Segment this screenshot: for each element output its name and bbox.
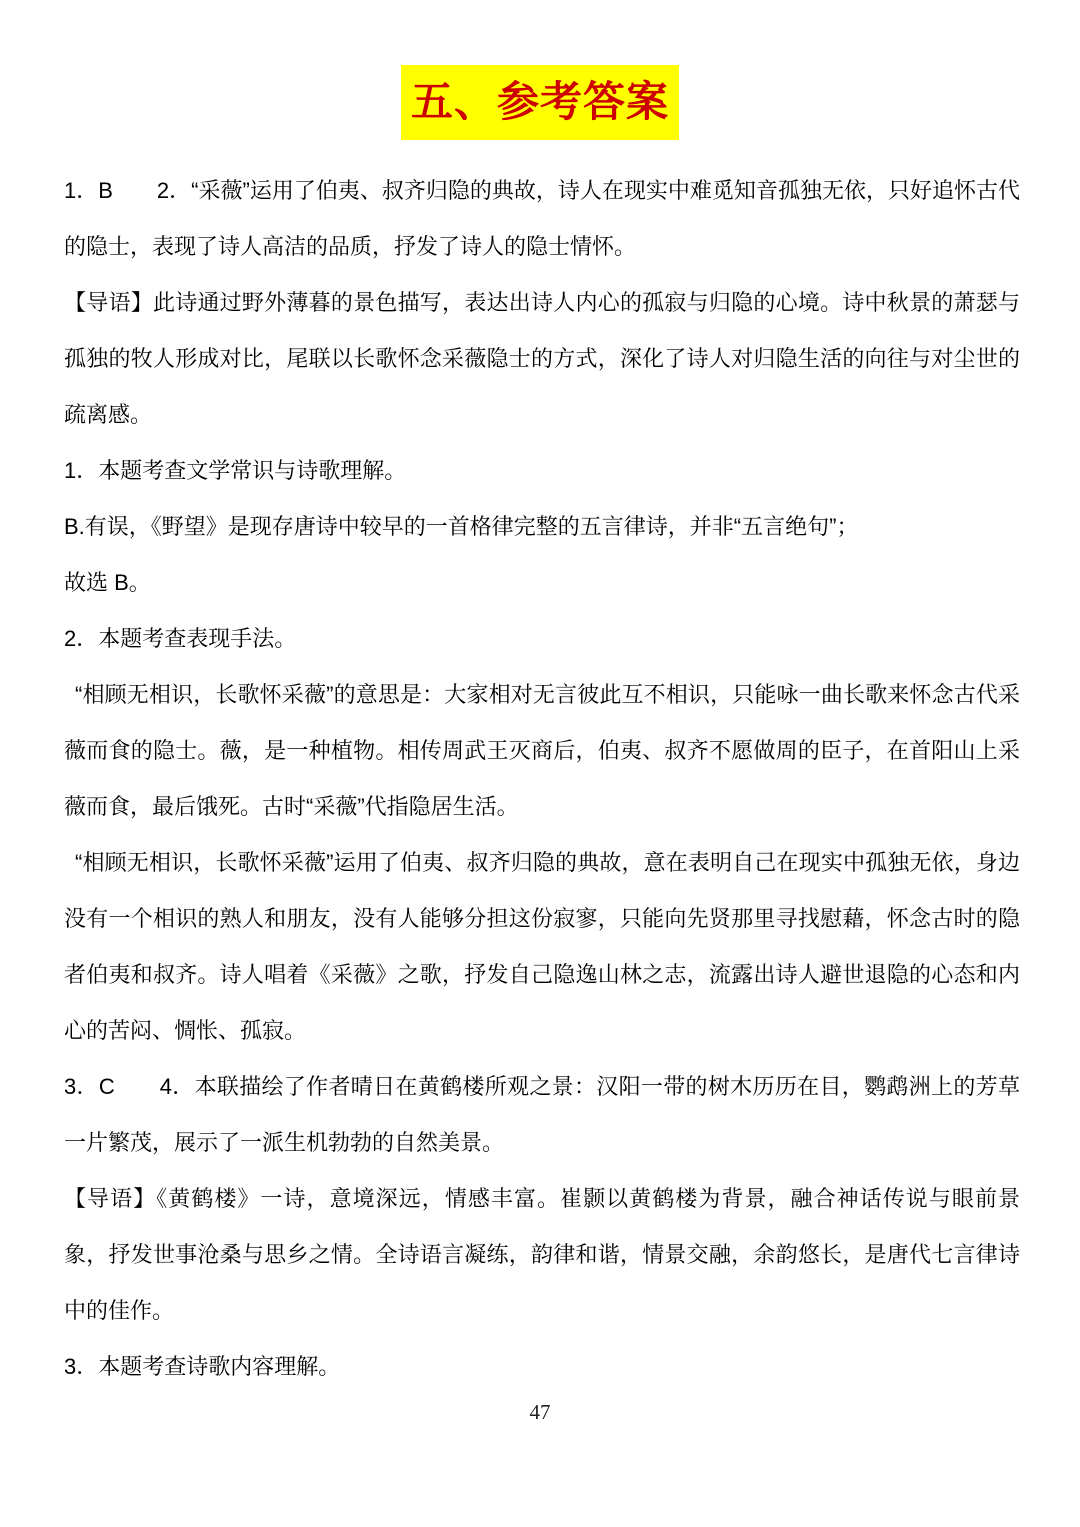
answers-body [64, 163, 1020, 1395]
page-number: 47 [529, 1400, 551, 1424]
answer-paragraph: 故选 B。 [64, 570, 151, 595]
answer-paragraph: 3．C 4．本联描绘了作者晴日在黄鹤楼所观之景：汉阳一带的树木历历在目，鹦鹉洲上的芳草一片繁茂，展示了一派生机勃勃的自然美景。 [64, 1074, 1020, 1155]
answer-paragraph: 【导语】《黄鹤楼》一诗，意境深远，情感丰富。崔颢以黄鹤楼为背景，融合神话传说与眼前景象，抒发世事沧桑与思乡之情。全诗语言凝练，韵律和谐，情景交融，余韵悠长，是唐代七言律诗中的佳作。 [64, 1186, 1020, 1323]
answer-paragraph: 【导语】此诗通过野外薄暮的景色描写，表达出诗人内心的孤寂与归隐的心境。诗中秋景的萧瑟与孤独的牧人形成对比，尾联以长歌怀念采薇隐士的方式，深化了诗人对归隐生活的向往与对尘世的疏离感。 [64, 290, 1020, 427]
answer-paragraph: B.有误，《野望》是现存唐诗中较早的一首格律完整的五言律诗，并非“五言绝句”； [64, 514, 859, 539]
answer-paragraph: “相顾无相识，长歌怀采薇”的意思是：大家相对无言彼此互不相识，只能咏一曲长歌来怀念古代采薇而食的隐士。薇，是一种植物。相传周武王灭商后，伯夷、叔齐不愿做周的臣子，在首阳山上采薇而食，最后饿死。古时“采薇”代指隐居生活。 [64, 682, 1020, 819]
answer-paragraph: 3．本题考查诗歌内容理解。 [64, 1354, 341, 1379]
answer-paragraph: 1．B 2．“采薇”运用了伯夷、叔齐归隐的典故，诗人在现实中难觅知音孤独无依，只好追怀古代的隐士，表现了诗人高洁的品质，抒发了诗人的隐士情怀。 [64, 178, 1020, 259]
page-title: 五、参考答案 [401, 65, 679, 140]
answer-paragraph: 2．本题考查表现手法。 [64, 626, 297, 651]
title-row [0, 65, 1080, 140]
answer-paragraph: 1．本题考查文学常识与诗歌理解。 [64, 458, 407, 483]
answer-paragraph: “相顾无相识，长歌怀采薇”运用了伯夷、叔齐归隐的典故，意在表明自己在现实中孤独无依，身边没有一个相识的熟人和朋友，没有人能够分担这份寂寥，只能向先贤那里寻找慰藉，怀念古时的隐者伯夷和叔齐。诗人唱着《采薇》之歌，抒发自己隐逸山林之志，流露出诗人避世退隐的心态和内心的苦闷、惆怅、孤寂。 [64, 850, 1020, 1043]
